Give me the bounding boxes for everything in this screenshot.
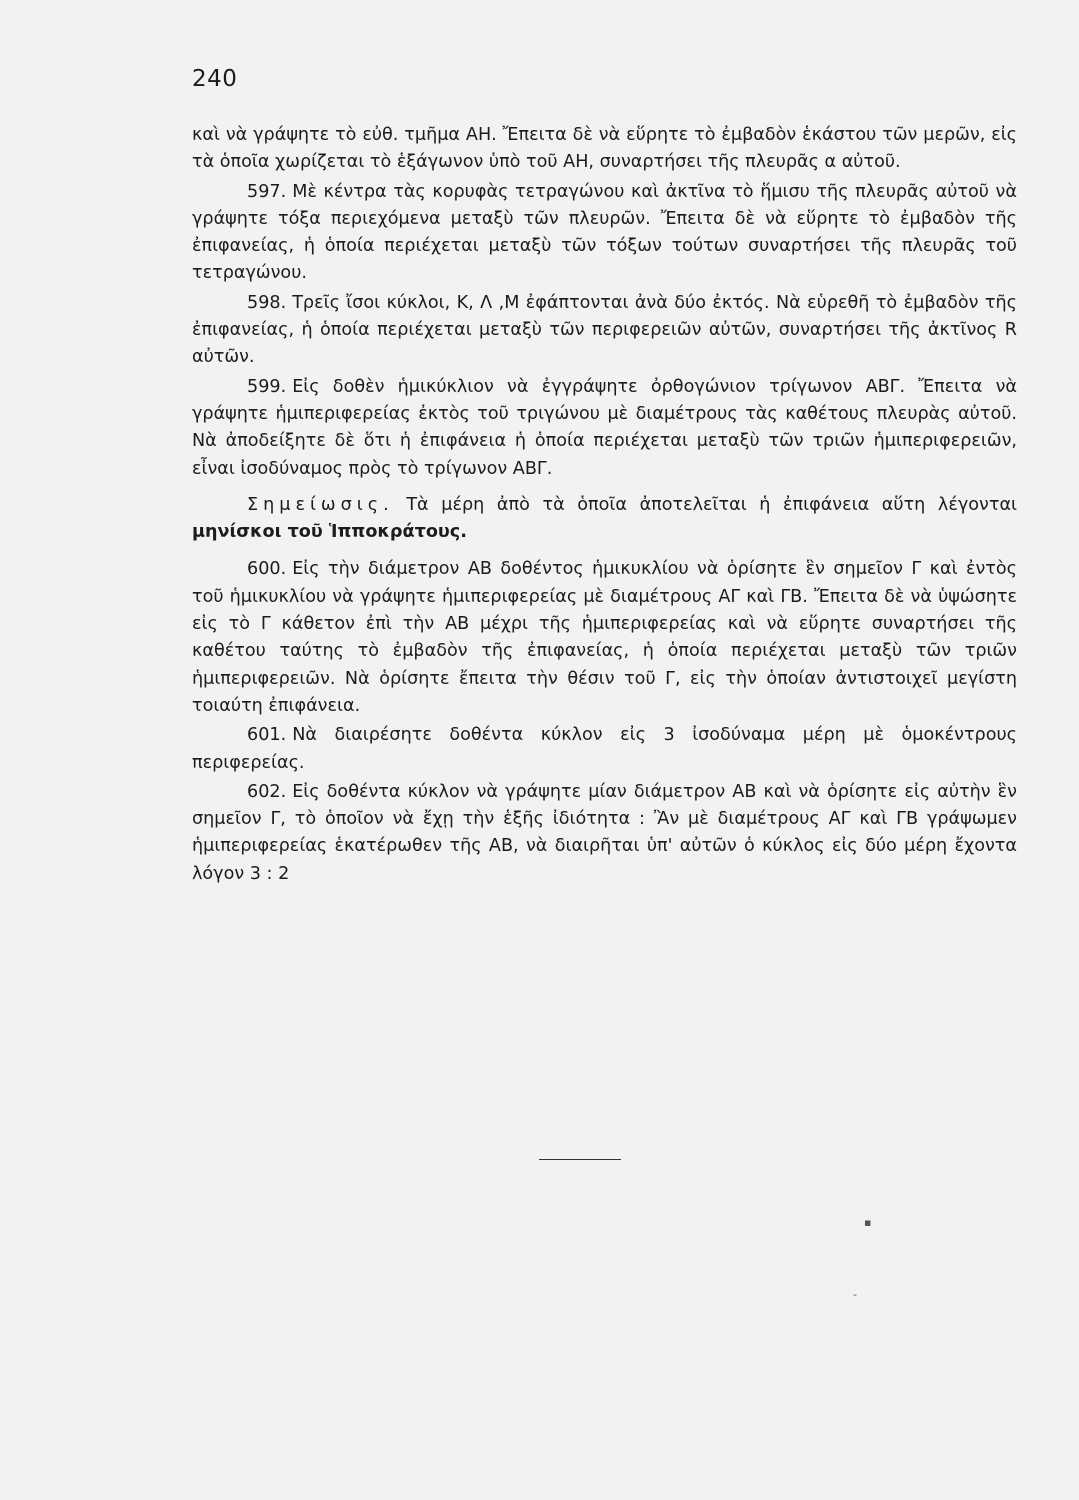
problem-597 — [192, 179, 1017, 288]
problem-text: Εἰς δοθέντα κύκλον νὰ γράψητε μίαν διάμετρον ΑΒ καὶ νὰ ὁρίσητε εἰς αὐτὴν ἓν σημεῖον Γ, τὸ ὁποῖον νὰ ἔχῃ τὴν ἑξῆς ἰδιότητα : Ἂν μὲ διαμέτρους ΑΓ καὶ ΓΒ γράψωμεν ἡμιπεριφερείας ἑκατέρωθεν τῆς ΑΒ, νὰ διαιρῆται ὑπ' αὐτῶν ὁ κύκλος εἰς δύο μέρη ἔχοντα λόγον 3 : 2 — [192, 781, 1017, 884]
problem-598 — [192, 290, 1017, 372]
speck: ▪ — [864, 1216, 872, 1229]
problem-602 — [192, 779, 1017, 888]
problem-number: 602. — [247, 781, 287, 802]
problem-number: 597. — [247, 181, 287, 202]
note-label: Σημείωσις. — [247, 494, 394, 515]
problem-text: Μὲ κέντρα τὰς κορυφὰς τετραγώνου καὶ ἀκτῖνα τὸ ἥμισυ τῆς πλευρᾶς αὐτοῦ νὰ γράψητε τόξα περιεχόμενα μεταξὺ τῶν πλευρῶν. Ἔπειτα δὲ νὰ εὕρητε τὸ ἐμβαδὸν τῆς ἐπιφανείας, ἡ ὁποία περιέχεται μεταξὺ τῶν τόξων τούτων συναρτήσει τῆς πλευρᾶς τοῦ τετραγώνου. — [192, 181, 1017, 284]
problem-601 — [192, 722, 1017, 777]
note-term: μηνίσκοι τοῦ Ἱπποκράτους. — [192, 522, 467, 543]
problem-text: Εἰς τὴν διάμετρον ΑΒ δοθέντος ἡμικυκλίου νὰ ὁρίσητε ἓν σημεῖον Γ καὶ ἐντὸς τοῦ ἡμικυκλίου νὰ γράψητε ἡμιπεριφερείας μὲ διαμέτρους ΑΓ καὶ ΓΒ. Ἔπειτα δὲ νὰ ὑψώσητε εἰς τὸ Γ κάθετον ἐπὶ τὴν ΑΒ μέχρι τῆς ἡμιπεριφερείας καὶ νὰ εὕρητε συναρτήσει τῆς καθέτου ταύτης τὸ ἐμβαδὸν τῆς ἐπιφανείας, ἡ ὁποία περιέχεται μεταξὺ τῶν τριῶν ἡμιπεριφερειῶν. Νὰ ὁρίσητε ἔπειτα τὴν θέσιν τοῦ Γ, εἰς τὴν ὁποίαν ἀντιστοιχεῖ μεγίστη τοιαύτη ἐπιφάνεια. — [192, 559, 1017, 716]
problem-text: Εἰς δοθὲν ἡμικύκλιον νὰ ἐγγράψητε ὀρθογώνιον τρίγωνον ΑΒΓ. Ἔπειτα νὰ γράψητε ἡμιπεριφερείας ἐκτὸς τοῦ τριγώνου μὲ διαμέτρους τὰς καθέτους πλευρὰς αὐτοῦ. Νὰ ἀποδείξητε δὲ ὅτι ἡ ἐπιφάνεια ἡ ὁποία περιέχεται μεταξὺ τῶν τριῶν ἡμιπεριφερειῶν, εἶναι ἰσοδύναμος πρὸς τὸ τρίγωνον ΑΒΓ. — [192, 376, 1017, 479]
page-number: 240 — [192, 66, 238, 92]
note-paragraph — [192, 492, 1017, 547]
page-text — [192, 122, 1017, 890]
problem-number: 601. — [247, 725, 287, 746]
intro-paragraph: καὶ νὰ γράψητε τὸ εὐθ. τμῆμα ΑΗ. Ἔπειτα δὲ νὰ εὕρητε τὸ ἐμβαδὸν ἑκάστου τῶν μερῶν, εἰς τὰ ὁποῖα χωρίζεται τὸ ἑξάγωνον ὑπὸ τοῦ ΑΗ, συναρτήσει τῆς πλευρᾶς α αὐτοῦ. — [192, 125, 1017, 173]
problem-number: 599. — [247, 376, 287, 397]
problem-text: Τρεῖς ἴσοι κύκλοι, Κ, Λ ,Μ ἐφάπτονται ἀνὰ δύο ἐκτός. Νὰ εὑρεθῆ τὸ ἐμβαδὸν τῆς ἐπιφανείας, ἡ ὁποία περιέχεται μεταξὺ τῶν περιφερειῶν αὐτῶν, συναρτήσει τῆς ἀκτῖνος R αὐτῶν. — [192, 292, 1017, 368]
problem-599 — [192, 374, 1017, 483]
problem-600 — [192, 556, 1017, 720]
problem-text: Νὰ διαιρέσητε δοθέντα κύκλον εἰς 3 ἰσοδύναμα μέρη μὲ ὁμοκέντρους περιφερείας. — [192, 725, 1017, 773]
end-rule — [539, 1159, 621, 1160]
problem-number: 598. — [247, 292, 287, 313]
note-text: Τὰ μέρη ἀπὸ τὰ ὁποῖα ἀποτελεῖται ἡ ἐπιφάνεια αὕτη λέγονται — [406, 494, 1018, 515]
speck: ‑ — [853, 1288, 857, 1301]
problem-number: 600. — [247, 559, 287, 580]
